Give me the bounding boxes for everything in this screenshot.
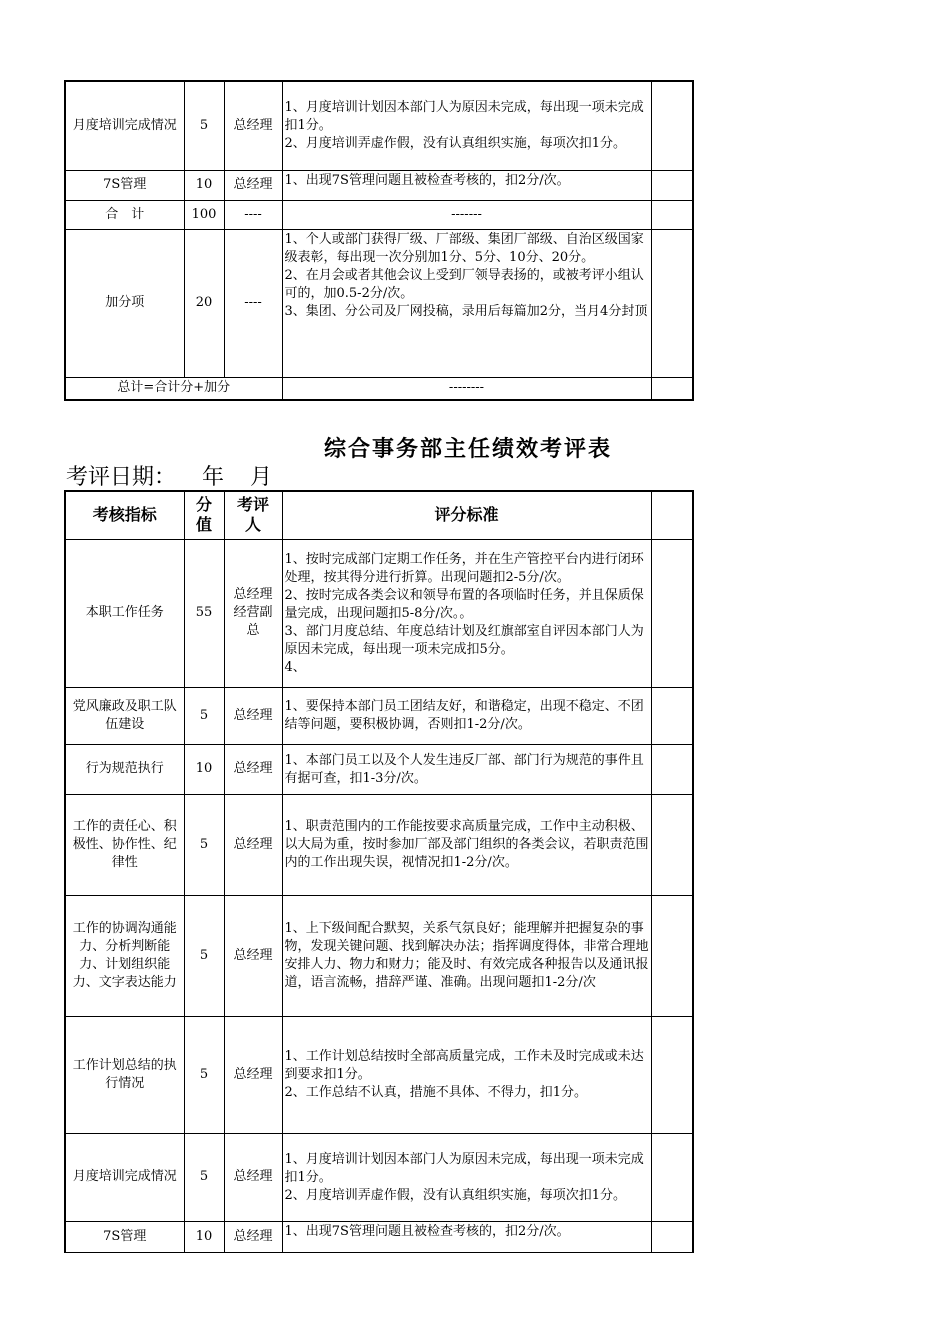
blank-cell [651, 539, 693, 687]
table-row-subtotal [65, 200, 693, 229]
criteria-text: 1、要保持本部门员工团结友好，和谐稳定，出现不稳定、不团结等问题，要积极协调，否则扣1-2分/次。 [284, 699, 644, 732]
table-row [65, 1133, 693, 1221]
indicator-cell: 7S管理 [65, 170, 184, 200]
criteria-cell [282, 1016, 651, 1133]
criteria-text: 1、本部门员工以及个人发生违反厂部、部门行为规范的事件且有据可查，扣1-3分/次。 [284, 752, 644, 786]
table-row [65, 81, 693, 170]
indicator-cell: 月度培训完成情况 [65, 81, 184, 170]
assessor-cell: 总经理 [224, 687, 282, 744]
assessor-cell: 总经理 [224, 170, 282, 200]
criteria-text: 1、个人或部门获得厂级、厂部级、集团厂部级、自治区级国家级表彰，每出现一次分别加1分、5分、10分、20分。 2、在月会或者其他会议上受到厂领导表扬的，或被考评小组认可的，加0.5-2分/次。 3、集团、分公司及厂网投稿，录用后每篇加2分，当月4分封顶 [284, 231, 648, 319]
score-cell: 20 [184, 229, 224, 377]
header-score-text: 分值 [195, 495, 212, 535]
performance-table-continued [64, 80, 694, 401]
blank-cell [651, 1221, 693, 1252]
indicator-cell: 本职工作任务 [65, 539, 184, 687]
subtotal-label: 合 计 [65, 200, 184, 229]
criteria-cell [282, 229, 651, 377]
table-row-bonus [65, 229, 693, 377]
criteria-cell [282, 1133, 651, 1221]
criteria-text: 1、职责范围内的工作能按要求高质量完成，工作中主动积极、以大局为重，按时参加厂部及部门组织的各类会议，若职责范围内的工作出现失误，视情况扣1-2分/次。 [284, 819, 649, 870]
evaluation-date-line [66, 460, 272, 491]
indicator-cell: 加分项 [65, 229, 184, 377]
score-cell: 5 [184, 1016, 224, 1133]
score-cell: 55 [184, 539, 224, 687]
blank-cell [651, 744, 693, 794]
blank-cell [651, 200, 693, 229]
indicator-cell: 工作的责任心、积极性、协作性、纪律性 [65, 794, 184, 895]
criteria-cell [282, 687, 651, 744]
assessor-cell: 总经理 [224, 794, 282, 895]
score-cell: 10 [184, 744, 224, 794]
criteria-text: 1、出现7S管理问题且被检查考核的，扣2分/次。 [284, 1223, 570, 1239]
blank-cell [651, 491, 693, 539]
year-label: 年 [202, 465, 225, 490]
table-row [65, 687, 693, 744]
criteria-cell: ------- [282, 200, 651, 229]
score-cell: 10 [184, 1221, 224, 1252]
table-row [65, 794, 693, 895]
indicator-cell: 党风廉政及职工队伍建设 [65, 687, 184, 744]
header-assessor-text: 考评人 [236, 495, 269, 535]
table-row-total [65, 377, 693, 400]
blank-cell [651, 687, 693, 744]
assessor-cell [224, 539, 282, 687]
score-cell: 5 [184, 687, 224, 744]
indicator-cell: 月度培训完成情况 [65, 1133, 184, 1221]
score-cell: 5 [184, 794, 224, 895]
assessor-cell: 总经理 [224, 744, 282, 794]
criteria-text: 1、工作计划总结按时全部高质量完成，工作未及时完成或未达到要求扣1分。 2、工作总结不认真，措施不具体、不得力，扣1分。 [284, 1049, 644, 1100]
indicator-cell: 工作计划总结的执行情况 [65, 1016, 184, 1133]
assessor-cell: ---- [224, 229, 282, 377]
blank-cell [651, 1016, 693, 1133]
criteria-text: 1、上下级间配合默契，关系气氛良好；能理解并把握复杂的事物，发现关键问题、找到解决办法；指挥调度得体，非常合理地安排人力、物力和财力；能及时、有效完成各种报告以及通讯报道，语言流畅，措辞严谨、准确。出现问题扣1-2分/次 [284, 921, 649, 990]
score-cell: 5 [184, 1133, 224, 1221]
table-row [65, 170, 693, 200]
score-cell: 5 [184, 895, 224, 1016]
total-label: 总计=合计分+加分 [65, 377, 282, 400]
criteria-cell [282, 539, 651, 687]
table-row [65, 895, 693, 1016]
criteria-text: 1、月度培训计划因本部门人为原因未完成，每出现一项未完成扣1分。 2、月度培训弄虚作假，没有认真组织实施，每项次扣1分。 [284, 100, 644, 152]
assessor-cell: 总经理 [224, 1221, 282, 1252]
blank-cell [651, 1133, 693, 1221]
criteria-cell [282, 794, 651, 895]
criteria-cell [282, 895, 651, 1016]
score-cell: 100 [184, 200, 224, 229]
criteria-text: 1、按时完成部门定期工作任务，并在生产管控平台内进行闭环处理，按其得分进行折算。出现问题扣2-5分/次。 2、按时完成各类会议和领导布置的各项临时任务，并且保质保量完成，出现问题扣5-8分/次。。 3、部门月度总结、年度总结计划及红旗部室自评因本部门人为原因未完成，每出现一项未完成扣5分。 4、 [284, 551, 644, 675]
criteria-cell [282, 81, 651, 170]
table-row [65, 744, 693, 794]
month-label: 月 [250, 465, 273, 490]
table-header-row [65, 491, 693, 539]
assessor-text: 总经理经营副总 [233, 587, 273, 638]
table-row [65, 539, 693, 687]
assessor-cell: 总经理 [224, 1016, 282, 1133]
header-score [184, 491, 224, 539]
assessor-cell: 总经理 [224, 895, 282, 1016]
blank-cell [651, 794, 693, 895]
performance-table [64, 490, 694, 1253]
criteria-text: 1、出现7S管理问题且被检查考核的，扣2分/次。 [284, 172, 570, 188]
blank-cell [651, 170, 693, 200]
criteria-cell: -------- [282, 377, 651, 400]
section-title: 综合事务部主任绩效考评表 [324, 437, 613, 462]
criteria-cell [282, 744, 651, 794]
assessor-cell: 总经理 [224, 1133, 282, 1221]
date-label: 考评日期： [66, 465, 177, 490]
table-row [65, 1016, 693, 1133]
blank-cell [651, 895, 693, 1016]
header-assessor [224, 491, 282, 539]
indicator-cell: 行为规范执行 [65, 744, 184, 794]
score-cell: 10 [184, 170, 224, 200]
blank-cell [651, 229, 693, 377]
indicator-cell: 7S管理 [65, 1221, 184, 1252]
score-cell: 5 [184, 81, 224, 170]
header-indicator: 考核指标 [65, 491, 184, 539]
assessor-cell: 总经理 [224, 81, 282, 170]
table-row [65, 1221, 693, 1252]
indicator-cell: 工作的协调沟通能力、分析判断能力、计划组织能力、文字表达能力 [65, 895, 184, 1016]
header-criteria: 评分标准 [282, 491, 651, 539]
blank-cell [651, 81, 693, 170]
assessor-cell: ---- [224, 200, 282, 229]
blank-cell [651, 377, 693, 400]
criteria-text: 1、月度培训计划因本部门人为原因未完成，每出现一项未完成扣1分。 2、月度培训弄虚作假，没有认真组织实施，每项次扣1分。 [284, 1151, 644, 1203]
criteria-cell [282, 1221, 651, 1252]
criteria-cell [282, 170, 651, 200]
